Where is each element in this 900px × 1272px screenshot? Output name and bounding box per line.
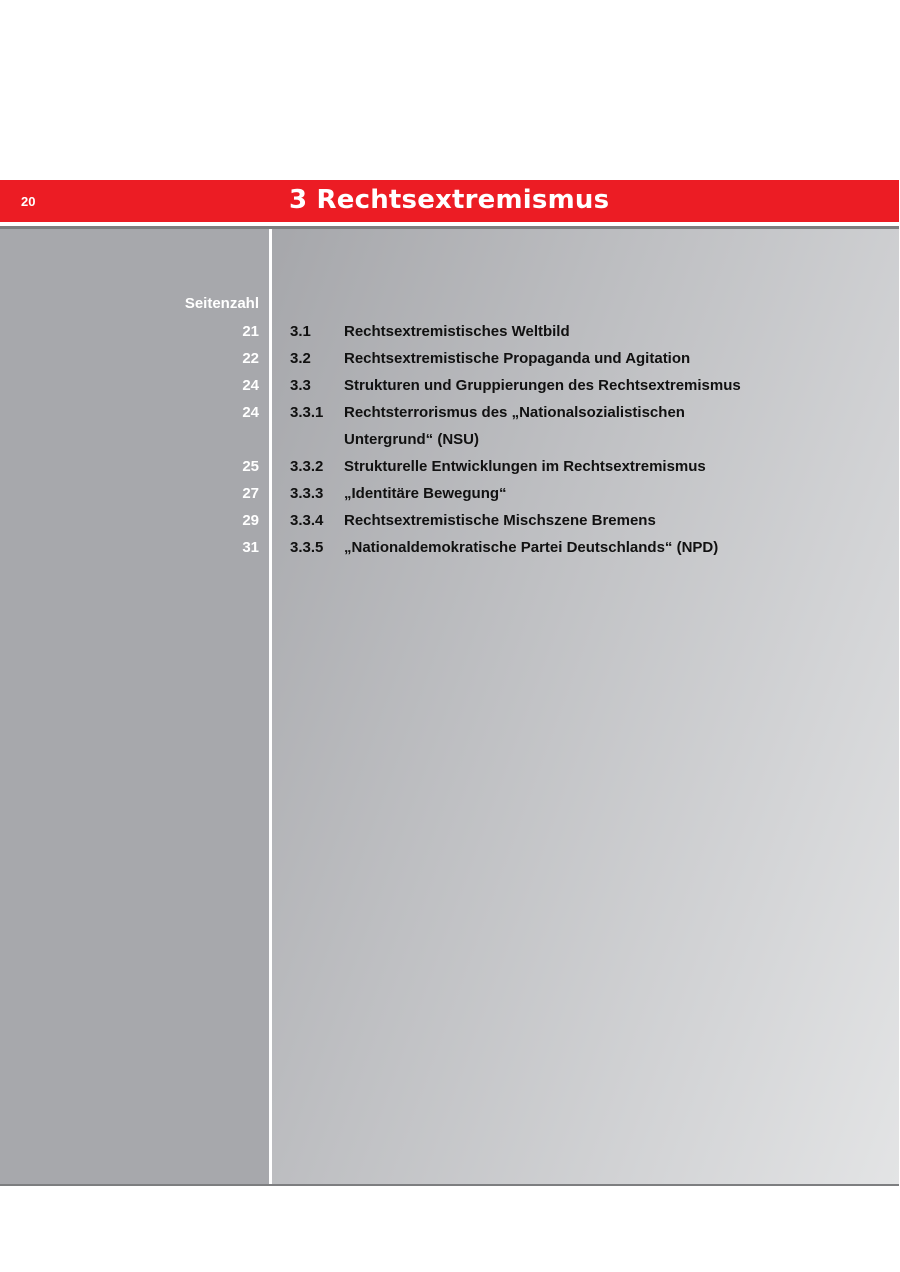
toc-entry-number: 3.3: [290, 377, 311, 394]
toc-entry-number: 3.3.5: [290, 539, 324, 556]
toc-entry-title: Strukturelle Entwicklungen im Rechtsextremismus: [344, 458, 706, 475]
toc-entry-title: Rechtsextremistisches Weltbild: [344, 323, 570, 340]
bottom-divider-rule: [0, 1184, 899, 1186]
toc-entry[interactable]: [0, 403, 899, 457]
toc-entry-title: „Nationaldemokratische Partei Deutschlands“ (NPD): [344, 539, 719, 556]
toc-entry-page: 24: [242, 404, 259, 421]
toc-entry-page: 29: [242, 512, 259, 529]
chapter-title: 3 Rechtsextremismus: [289, 185, 610, 215]
toc-entry-page: 25: [242, 458, 259, 475]
toc-entry-page: 21: [242, 323, 259, 340]
toc-entry-number: 3.3.2: [290, 458, 324, 475]
page-number: 20: [21, 194, 36, 209]
chapter-header-bar: [0, 180, 899, 222]
toc-entry-number: 3.2: [290, 350, 311, 367]
toc-entry[interactable]: [0, 538, 899, 565]
toc-entry-page: 22: [242, 350, 259, 367]
toc-entry-number: 3.3.1: [290, 404, 324, 421]
toc-entry-title: Strukturen und Gruppierungen des Rechtsextremismus: [344, 377, 741, 394]
toc-entry-page: 27: [242, 485, 259, 502]
toc-entry-number: 3.1: [290, 323, 311, 340]
toc-entry-title: „Identitäre Bewegung“: [344, 485, 507, 502]
toc-entry-number: 3.3.4: [290, 512, 324, 529]
page-column-label: Seitenzahl: [184, 295, 259, 312]
toc-entry-title: Rechtsterrorismus des „Nationalsozialistischen Untergrund“ (NSU): [344, 404, 685, 448]
toc-entry-number: 3.3.3: [290, 485, 324, 502]
toc-entry-page: 24: [242, 377, 259, 394]
toc-entry-title: Rechtsextremistische Mischszene Bremens: [344, 512, 656, 529]
toc-entry-title: Rechtsextremistische Propaganda und Agitation: [344, 350, 691, 367]
toc-entry-page: 31: [242, 539, 259, 556]
